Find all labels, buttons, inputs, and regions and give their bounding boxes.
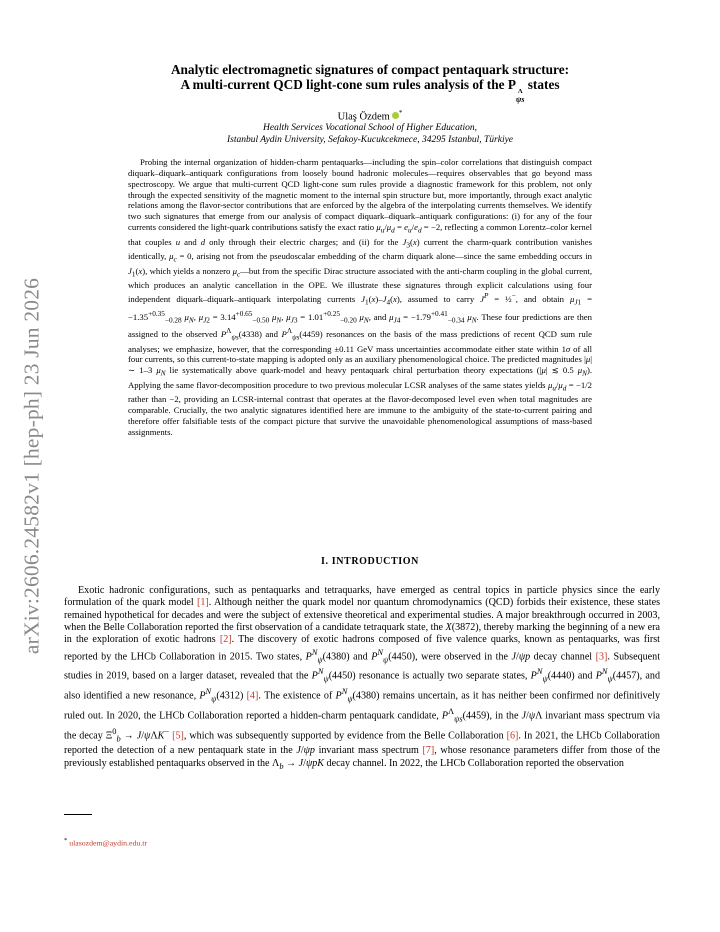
citation-link[interactable]: [6] xyxy=(506,729,519,741)
orcid-icon[interactable] xyxy=(392,112,399,119)
affiliation-line-1: Health Services Vocational School of Higher Education, xyxy=(263,123,477,133)
citation-link[interactable]: [5] xyxy=(172,729,184,741)
author-footnote-mark: * xyxy=(398,109,403,117)
author-name: Ulaş Özdem xyxy=(337,111,390,123)
title-line-2: A multi-current QCD light-cone sum rules analysis of the P Λ ψs states xyxy=(180,77,560,104)
title-line-1: Analytic electromagnetic signatures of compact pentaquark structure: xyxy=(170,62,570,77)
title-sup: Λ xyxy=(517,88,523,95)
citation-link[interactable]: [4] xyxy=(246,690,259,702)
arxiv-side-stamp xyxy=(0,0,60,932)
citation-link[interactable]: [7] xyxy=(422,745,435,757)
footnote-divider xyxy=(64,814,92,815)
paper-title xyxy=(80,62,660,104)
section-heading: I. INTRODUCTION xyxy=(321,556,419,567)
footnote xyxy=(64,837,147,848)
title-sub: ψs xyxy=(515,95,525,104)
citation-link[interactable]: [1] xyxy=(197,597,209,609)
intro-paragraph: Exotic hadronic configurations, such as pentaquarks and tetraquarks, have emerged as central topics in particle physics since the early formulation of the quark model [1]. Although neither the quark model nor quantum chromodynamics (QCD) forbids their existence, these states remained hypothetical for decades and were the subject of extensive theoretical and experimental studies. A major breakthrough occurred in 2003, when the Belle Collaboration reported the first observation of a candidate tetraquark state, the X(3872), thereby marking the beginning of a new era in the exploration of exotic hadrons [2]. The discovery of exotic hadrons composed of five valence quarks, known as pentaquarks, was first reported by the LHCb Collaboration in 2015. Two states, $P^N_\psi(4380)$ and $P^N_\psi(4450)$, were observed in the J/ψp decay channel [3]. Subsequent studies in 2019, based on a larger dataset, revealed that the $P^N_\psi(4450)$ resonance is actually two separate states, $P^N_\psi(4440)$ and $P^N_\psi(4457)$, and also identified a new resonance, $P^N_\psi(4312)$ [4]. The existence of $P^N_\psi(4380)$ remains uncertain, as it has neither been confirmed nor definitively ruled out. In 2020, the LHCb Collaboration reported a hidden-charm pentaquark candidate, $P^\Lambda_{\psi s}(4459)$, in the J/ψΛ invariant mass spectrum via the decay $\Xi^0_b \to J/\psi\Lambda K^-$ [5], which was subsequently supported by evidence from the Belle Collaboration [6]. In 2021, the LHCb Collaboration reported the detection of a new pentaquark state in the J/ψp invariant mass spectrum [7], whose resonance parameters differ from those of the previously established pentaquarks observed in the $\Lambda_b \to J/\psi pK$ decay channel. In 2022, the LHCb Collaboration reported the observation xyxy=(64,585,661,771)
citation-link[interactable]: [2] xyxy=(219,634,232,646)
abstract xyxy=(128,157,592,438)
affiliation xyxy=(80,122,660,146)
affiliation-line-2: Istanbul Aydin University, Sefakoy-Kucukcekmece, 34295 Istanbul, Türkiye xyxy=(226,135,514,145)
footnote-mark: * xyxy=(64,837,68,844)
arxiv-identifier: arXiv:2606.24582v1 [hep-ph] 23 Jun 2026 xyxy=(19,277,44,655)
introduction-body xyxy=(64,585,660,773)
abstract-text: Probing the internal organization of hidden-charm pentaquarks—including the spin–color correlations that distinguish compact diquark–diquark–antiquark configurations from loosely bound hadronic molecules—requires observables that go beyond mass spectroscopy. We argue that multi-current QCD light-cone sum rules provide a diagnostic framework for this problem, not only through the expected sensitivity of the magnetic moment to the internal spin structure but, more importantly, through exact analytic relations among the flavor-sector contributions that are enforced by the algebra of the interpolating currents themselves. We identify two such signatures that emerge from our analysis of compact diquark–diquark–antiquark configurations: (i) for any of the four currents considered the light-quark contributions satisfy the exact ratio $\mu_u/\mu_d = e_u/e_d = -2$, reflecting a common Lorentz–color kernel that couples u and d only through their electric charges; and (ii) for the $J_3(x)$ current the charm-quark contribution vanishes identically, $\mu_c = 0$, arising not from the pseudoscalar embedding of the charm diquark alone—since the same embedding occurs in $J_1(x)$, which yields a nonzero $\mu_c—but$ from the specific Dirac structure associated with the anti-charm coupling in the global current, which produces an analytic cancellation in the OPE. We illustrate these signatures through explicit calculations using four independent diquark–diquark–antiquark interpolating currents $J_1(x)-J_4(x)$, assumed to carry $J^P$ = ½−, and obtain $\mu_{J1} = -1.35^{+0.35}_{-0.28}$ $\mu_N$, $\mu_{J2} = 3.14^{+0.65}_{-0.50}$ $\mu_N$, $\mu_{J3} = 1.01^{+0.25}_{-0.20}$ $\mu_N$, and $\mu_{J4} = -1.79^{+0.41}_{-0.34}$ $\mu_N$. These four predictions are then assigned to the observed $P^\Lambda_{\psi s}(4338)$ and $P^\Lambda_{\psi s}(4459)$ resonances on the basis of the mass predictions of recent QCD sum rule analyses; we emphasize, however, that the corresponding ±0.11 GeV mass uncertainties accommodate either state within 1σ of all four currents, so this current-to-state mapping is adopted only as an auxiliary phenomenological choice. The predicted magnitudes |μ| ∼ 1–3 $\mu_N$ lie systematically above quark-model and heavy pentaquark chiral perturbation theory expectations (|μ| ≲ 0.5 $\mu_N$). Applying the same flavor-decomposition procedure to two previous molecular LCSR analyses of the same states yields $\mu_u/\mu_d = -1/2$ rather than −2, providing an LCSR-internal contrast that operates at the flavor-decomposed level even when total magnitudes are comparable. Crucially, the two analytic signatures identified here are immune to the ambiguity of the state-to-current pairing and therefore offer falsifiable tests of the compact picture that survive the unavoidable phenomenological assumptions of mass-based assignments. xyxy=(128,157,593,437)
citation-link[interactable]: [3] xyxy=(595,651,608,663)
footnote-email-link[interactable]: ulasozdem@aydin.edu.tr xyxy=(69,838,147,848)
author-line xyxy=(80,109,660,123)
